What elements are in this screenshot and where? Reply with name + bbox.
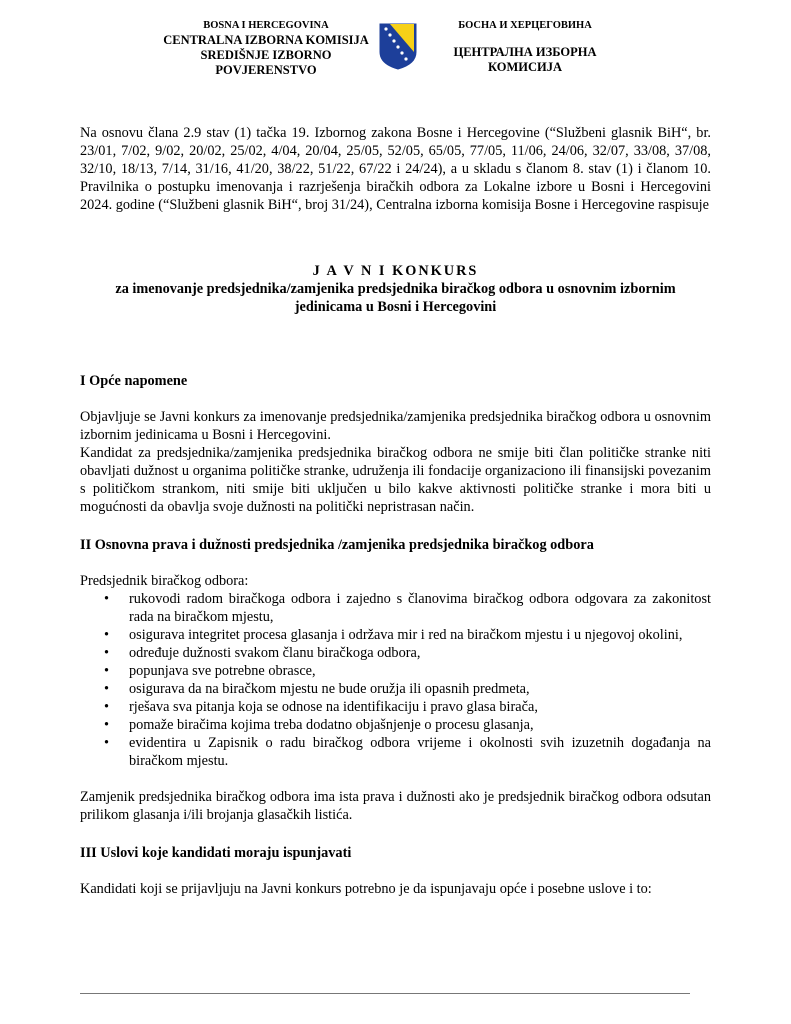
country-name-cyrillic: БОСНА И ХЕРЦЕГОВИНА xyxy=(458,20,592,31)
section-1-heading: I Opće napomene xyxy=(80,373,188,389)
commission-name-cyrillic: ЦЕНТРАЛНА ИЗБОРНА КОМИСИЈА xyxy=(453,45,597,74)
commission-name-latin: CENTRALNA IZBORNA KOMISIJA xyxy=(163,33,369,47)
letterhead-latin xyxy=(150,18,382,78)
intro-paragraph: Na osnovu člana 2.9 stav (1) tačka 19. Izbornog zakona Bosne i Hercegovine (“Službeni glasnik BiH“, br. 23/01, 7/02, 9/02, 20/02, 25/02, 4/04, 20/04, 25/05, 52/05, 65/05, 77/05, 11/06, 24/06, 32/07, 33/08, 37/08, 32/10, 18/13, 7/14, 31/16, 41/20, 38/22, 51/22, 67/22 i 24/24), a u skladu s članom 8. stav (1) i članom 10. Pravilnika o postupku imenovanja i razrješenja biračkih odbora za Lokalne izbore u Bosni i Hercegovini 2024. godine (“Službeni glasnik BiH“, broj 31/24), Centralna izborna komisija Bosne i Hercegovine raspisuje xyxy=(80,125,711,213)
list-item: • evidentira u Zapisnik o radu biračkog odbora vrijeme i okolnosti svih izuzetnih događanja na biračkom mjestu. xyxy=(80,734,711,770)
letterhead-cyrillic xyxy=(420,18,630,75)
list-item: • rukovodi radom biračkoga odbora i zajedno s članovima biračkog odbora odgovara za zakonitost rada na biračkom mjestu, xyxy=(80,590,711,626)
country-name-latin: BOSNA I HERCEGOVINA xyxy=(203,20,329,31)
section-3-heading: III Uslovi koje kandidati moraju ispunjavati xyxy=(80,845,352,861)
document-title xyxy=(80,262,711,316)
list-item: • popunjava sve potrebne obrasce, xyxy=(80,662,711,680)
list-item: • rješava sva pitanja koja se odnose na identifikaciju i pravo glasa birača, xyxy=(80,698,711,716)
commission-name-croatian: SREDIŠNJE IZBORNO POVJERENSTVO xyxy=(200,48,332,77)
duties-list xyxy=(80,590,711,770)
section-2-closing: Zamjenik predsjednika biračkog odbora ima ista prava i dužnosti ako je predsjednik biračkog odbora odsutan prilikom glasanja i/ili brojanja glasačkih listića. xyxy=(80,789,711,823)
document-body xyxy=(80,124,711,898)
section-2-lead: Predsjednik biračkog odbora: xyxy=(80,573,249,589)
section-1-paragraph-1: Objavljuje se Javni konkurs za imenovanje predsjednika/zamjenika predsjednika biračkog odbora u osnovnim izbornim jedinicama u Bosni i Hercegovini. xyxy=(80,409,711,443)
letterhead xyxy=(0,14,791,77)
list-item: • osigurava da na biračkom mjestu ne bude oružja ili opasnih predmeta, xyxy=(80,680,711,698)
title-line-1: J A V N I KONKURS xyxy=(312,263,479,279)
coat-of-arms-icon xyxy=(378,22,418,70)
section-1-paragraph-2: Kandidat za predsjednika/zamjenika predsjednika biračkog odbora ne smije biti član političke stranke niti obavljati dužnost u organima političke stranke, udruženja ili fondacije organizaciono ili finansijski povezanim s političkom strankom, niti smije biti uključen u bilo kakve aktivnosti političke stranke i mora biti u mogućnosti da obavlja svoje dužnosti na politički nepristrasan način. xyxy=(80,445,711,515)
list-item: • osigurava integritet procesa glasanja i održava mir i red na biračkom mjestu i u njegovoj okolini, xyxy=(80,626,711,644)
footer-divider xyxy=(80,993,690,994)
section-2-heading: II Osnovna prava i dužnosti predsjednika /zamjenika predsjednika biračkog odbora xyxy=(80,537,594,553)
section-3-paragraph-1: Kandidati koji se prijavljuju na Javni konkurs potrebno je da ispunjavaju opće i posebne uslove i to: xyxy=(80,881,652,897)
list-item: • određuje dužnosti svakom članu biračkoga odbora, xyxy=(80,644,711,662)
list-item: • pomaže biračima kojima treba dodatno objašnjenje o procesu glasanja, xyxy=(80,716,711,734)
title-line-2: za imenovanje predsjednika/zamjenika predsjednika biračkog odbora u osnovnim izbornim jedinicama u Bosni i Hercegovini xyxy=(115,281,676,315)
